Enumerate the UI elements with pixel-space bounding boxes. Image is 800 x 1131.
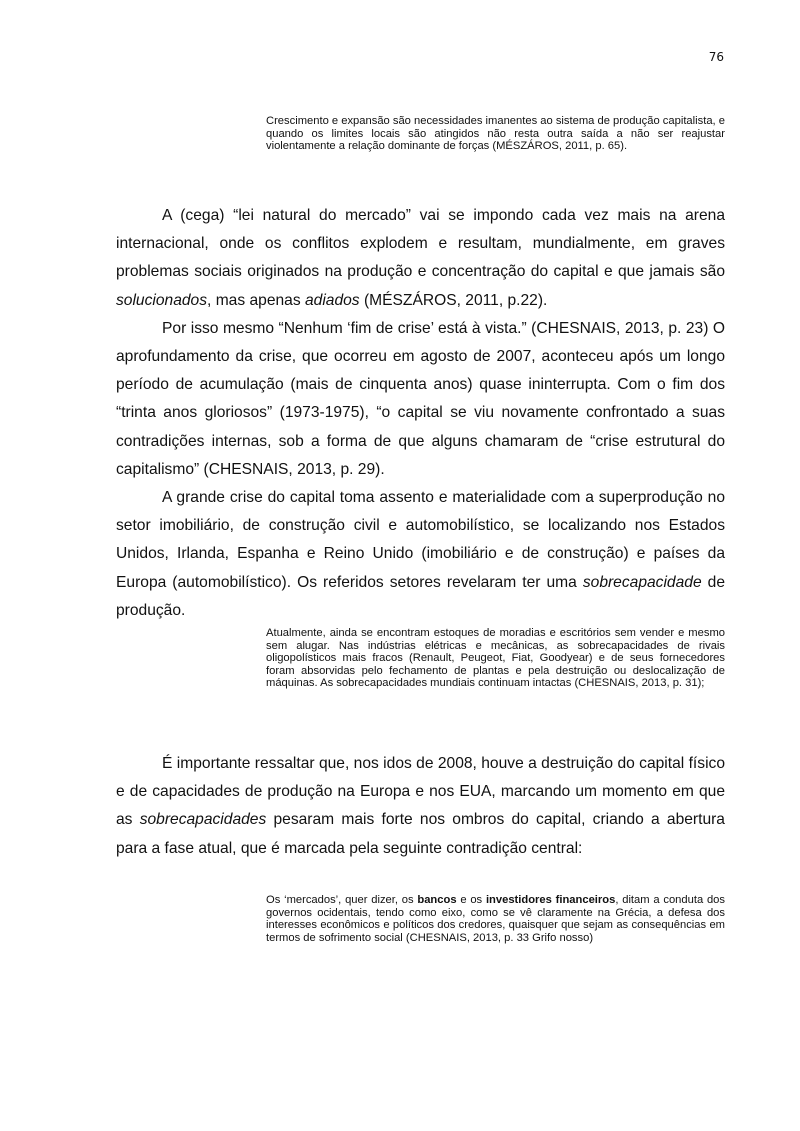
paragraph-lei-natural: A (cega) “lei natural do mercado” vai se impondo cada vez mais na arena internacional, onde os conflitos explodem e resultam, mundialmente, em graves problemas sociais originados na produção e concentração do capital e que jamais são solucionados, mas apenas adiados (MÉSZÁROS, 2011, p.22).: [116, 207, 725, 309]
emphasis-adiados: adiados: [304, 291, 360, 309]
bold-bancos: bancos: [417, 894, 457, 906]
paragraph-importante-ressaltar: É importante ressaltar que, nos idos de 2008, houve a destruição do capital físico e de capacidades de produção na Europa e nos EUA, marcando um momento em que as sobrecapacidades pesaram mais forte nos ombros do capital, criando a abertura para a fase atual, que é marcada pela seguinte contradição central:: [116, 755, 725, 857]
block-quote-chesnais-31: [266, 627, 725, 690]
body-section-1: [116, 202, 725, 625]
quote-text: Atualmente, ainda se encontram estoques de moradias e escritórios sem vender e mesmo sem alugar. Nas indústrias elétricas e mecânicas, as sobrecapacidades de rivais oligopolísticos mais fracos (Renault, Peugeot, Fiat, Goodyear) e de seus fornecedores foram absorvidas pelo fechamento de plantas e pela destruição ou deslocalização de máquinas. As sobrecapacidades mundiais continuam intactas (CHESNAIS, 2013, p. 31);: [266, 627, 725, 690]
emphasis-sobrecapacidade: sobrecapacidade: [582, 573, 702, 591]
body-section-2: [116, 750, 725, 863]
paragraph-fim-de-crise: Por isso mesmo “Nenhum ‘fim de crise’ está à vista.” (CHESNAIS, 2013, p. 23) O aprofundamento da crise, que ocorreu em agosto de 2007, aconteceu após um longo período de acumulação (mais de cinquenta anos) quase ininterrupta. Com o fim dos “trinta anos gloriosos” (1973-1975), “o capital se viu novamente confrontado a suas contradições internas, sob a forma de que alguns chamaram de “crise estrutural do capitalismo” (CHESNAIS, 2013, p. 29).: [116, 319, 725, 478]
bold-investidores-financeiros: investidores financeiros: [485, 894, 616, 906]
quote-text: Os ‘mercados’, quer dizer, os bancos e os investidores financeiros, ditam a conduta dos governos ocidentais, tendo como eixo, como se vê claramente na Grécia, a defesa dos interesses econômicos e políticos dos credores, quaisquer que sejam as consequências em termos de sofrimento social (CHESNAIS, 2013, p. 33 Grifo nosso): [266, 894, 725, 944]
block-quote-meszaros: [266, 115, 725, 153]
quote-text: Crescimento e expansão são necessidades imanentes ao sistema de produção capitalista, e quando os limites locais são atingidos não resta outra saída a não ser reajustar violentamente a relação dominante de forças (MÉSZÁROS, 2011, p. 65).: [266, 115, 725, 153]
paragraph-grande-crise: A grande crise do capital toma assento e materialidade com a superprodução no setor imobiliário, de construção civil e automobilístico, se localizando nos Estados Unidos, Irlanda, Espanha e Reino Unido (imobiliário e de construção) e países da Europa (automobilístico). Os referidos setores revelaram ter uma sobrecapacidade de produção.: [116, 489, 725, 619]
page-number: 76: [708, 50, 724, 64]
block-quote-chesnais-33: [266, 894, 725, 944]
emphasis-sobrecapacidades: sobrecapacidades: [139, 811, 267, 829]
emphasis-solucionados: solucionados: [116, 291, 208, 309]
